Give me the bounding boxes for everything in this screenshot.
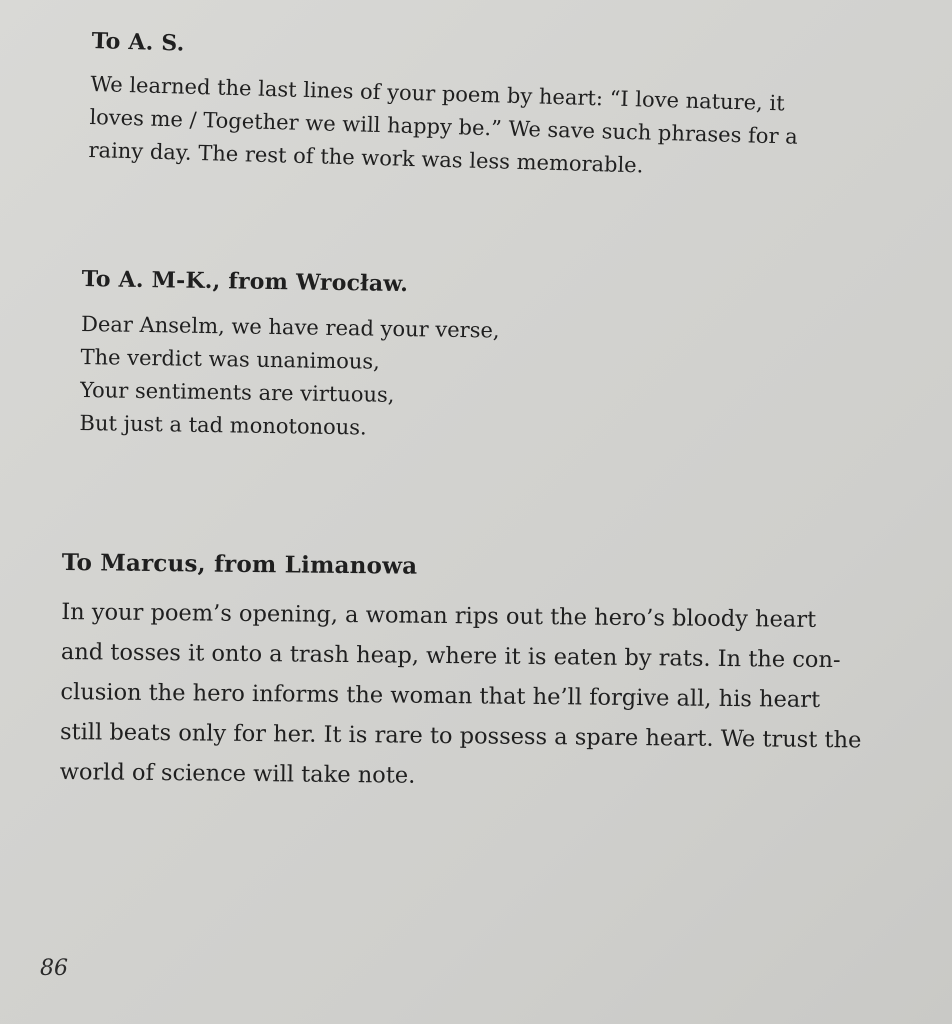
section-heading: To A. S. bbox=[91, 28, 185, 57]
page-number: 86 bbox=[40, 956, 68, 981]
body-line: loves me / Together we will happy be.” We save such phrases for a bbox=[89, 104, 799, 149]
body-line: still beats only for her. It is rare to possess a spare heart. We trust the bbox=[59, 718, 862, 754]
section-heading: To A. M-K., from Wrocław. bbox=[81, 266, 409, 298]
body-line: and tosses it onto a trash heap, where it is eaten by rats. In the con- bbox=[60, 638, 841, 674]
body-line: clusion the hero informs the woman that he’ll forgive all, his heart bbox=[60, 678, 821, 713]
body-line: We learned the last lines of your poem by heart: “I love nature, it bbox=[90, 71, 785, 116]
body-line: world of science will take note. bbox=[59, 758, 416, 789]
letter-to-marcus bbox=[59, 549, 931, 801]
section-heading: To Marcus, from Limanowa bbox=[61, 549, 418, 580]
letter-to-a-s bbox=[88, 28, 912, 190]
verse-line: Your sentiments are virtuous, bbox=[79, 377, 395, 407]
letter-to-a-m-k bbox=[79, 266, 642, 449]
verse-line: Dear Anselm, we have read your verse, bbox=[80, 311, 500, 343]
body-line: In your poem’s opening, a woman rips out the hero’s bloody heart bbox=[61, 598, 817, 633]
verse-line: The verdict was unanimous, bbox=[80, 344, 381, 374]
body-line: rainy day. The rest of the work was less memorable. bbox=[88, 137, 644, 178]
verse-line: But just a tad monotonous. bbox=[79, 410, 367, 440]
